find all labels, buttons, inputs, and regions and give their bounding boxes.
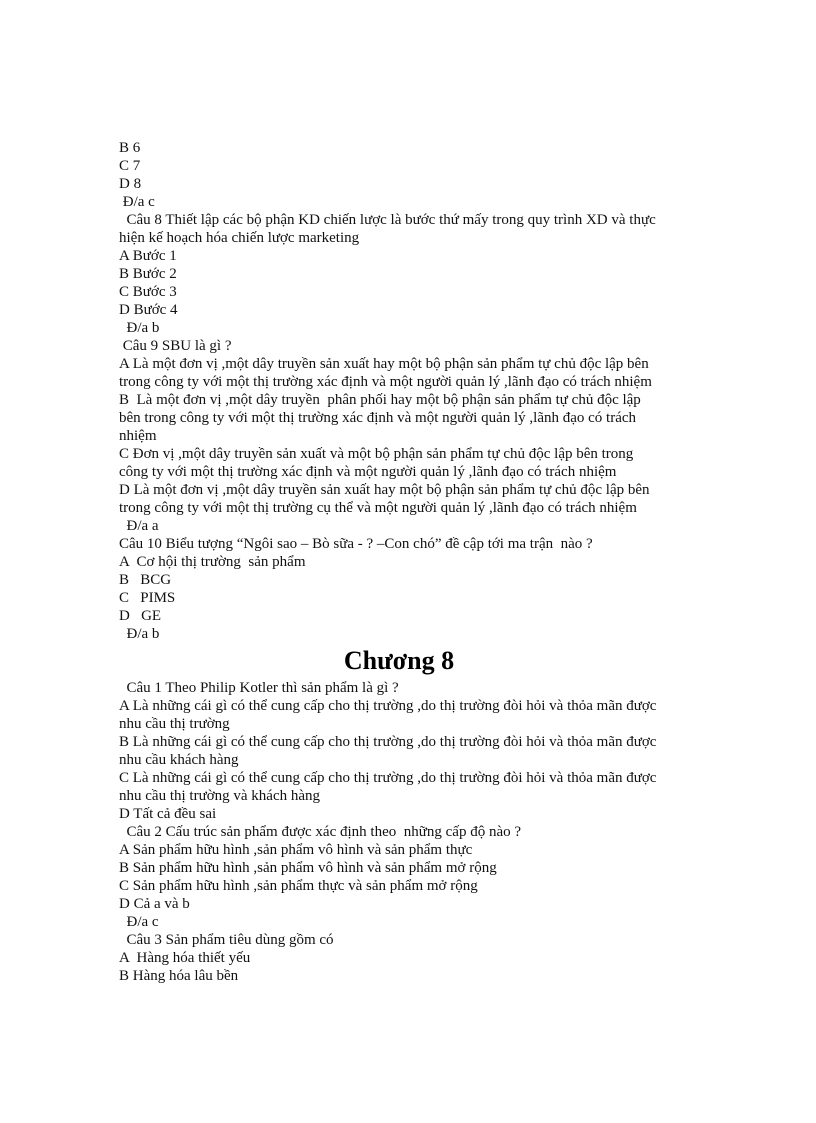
text-line: nhu cầu thị trường (119, 716, 230, 732)
text-line: D Tất cả đều sai (119, 806, 217, 822)
text-line: A Sản phẩm hữu hình ,sản phẩm vô hình và sản phẩm thực (119, 842, 473, 858)
text-line: trong công ty với một thị trường xác định và một người quản lý ,lãnh đạo có trách nhiệm (119, 374, 652, 390)
text-line: C Sản phẩm hữu hình ,sản phẩm thực và sản phẩm mở rộng (119, 878, 478, 894)
text-line: Đ/a c (119, 194, 155, 210)
text-line: C PIMS (119, 590, 176, 606)
text-line: Câu 10 Biểu tượng “Ngôi sao – Bò sữa - ? –Con chó” đề cập tới ma trận nào ? (119, 536, 593, 552)
text-line: B Bước 2 (119, 266, 177, 282)
text-line: C Bước 3 (119, 284, 177, 300)
text-line: Đ/a b (119, 626, 160, 642)
text-line: B Sản phẩm hữu hình ,sản phẩm vô hình và sản phẩm mở rộng (119, 860, 497, 876)
text-line: A Hàng hóa thiết yếu (119, 950, 251, 966)
text-line: công ty với một thị trường xác định và một người quản lý ,lãnh đạo có trách nhiệm (119, 464, 617, 480)
text-line: Đ/a b (119, 320, 160, 336)
text-line: B Hàng hóa lâu bền (119, 968, 239, 984)
text-line: Câu 2 Cấu trúc sản phẩm được xác định theo những cấp độ nào ? (119, 824, 522, 840)
text-line: D Bước 4 (119, 302, 178, 318)
section-chapter-8-questions (119, 679, 709, 985)
text-line: B 6 (119, 140, 141, 156)
text-line: Câu 3 Sản phẩm tiêu dùng gồm có (119, 932, 334, 948)
text-line: Câu 8 Thiết lập các bộ phận KD chiến lược là bước thứ mấy trong quy trình XD và thực (119, 212, 656, 228)
text-line: nhu cầu thị trường và khách hàng (119, 788, 321, 804)
text-line: Đ/a c (119, 914, 159, 930)
text-line: B BCG (119, 572, 172, 588)
text-line: Câu 1 Theo Philip Kotler thì sản phẩm là gì ? (119, 680, 399, 696)
text-line: trong công ty với một thị trường cụ thể và một người quản lý ,lãnh đạo có trách nhiệm (119, 500, 637, 516)
text-line: nhiệm (119, 428, 157, 444)
text-line: Câu 9 SBU là gì ? (119, 338, 232, 354)
text-line: hiện kế hoạch hóa chiến lược marketing (119, 230, 360, 246)
text-line: D Cả a và b (119, 896, 190, 912)
chapter-heading: Chương 8 (343, 646, 455, 675)
text-line: A Là những cái gì có thể cung cấp cho thị trường ,do thị trường đòi hỏi và thỏa mãn được (119, 698, 657, 714)
text-line: A Cơ hội thị trường sản phẩm (119, 554, 306, 570)
section-chapter-7-questions (119, 139, 709, 643)
document-body (119, 139, 709, 985)
text-line: D Là một đơn vị ,một dây truyền sản xuất hay một bộ phận sản phẩm tự chủ độc lập bên (119, 482, 650, 498)
text-line: D GE (119, 608, 162, 624)
text-line: A Bước 1 (119, 248, 177, 264)
text-line: A Là một đơn vị ,một dây truyền sản xuất hay một bộ phận sản phẩm tự chủ độc lập bên (119, 356, 649, 372)
text-line: D 8 (119, 176, 142, 192)
text-line: C Là những cái gì có thể cung cấp cho thị trường ,do thị trường đòi hỏi và thỏa mãn được (119, 770, 657, 786)
text-line: bên trong công ty với một thị trường xác định và một người quản lý ,lãnh đạo có trách (119, 410, 637, 426)
text-line: C Đơn vị ,một dây truyền sản xuất và một bộ phận sản phẩm tự chủ độc lập bên trong (119, 446, 634, 462)
text-line: C 7 (119, 158, 141, 174)
text-line: B Là một đơn vị ,một dây truyền phân phối hay một bộ phận sản phẩm tự chủ độc lập (119, 392, 641, 408)
text-line: nhu cầu khách hàng (119, 752, 239, 768)
text-line: Đ/a a (119, 518, 159, 534)
text-line: B Là những cái gì có thể cung cấp cho thị trường ,do thị trường đòi hỏi và thỏa mãn được (119, 734, 657, 750)
